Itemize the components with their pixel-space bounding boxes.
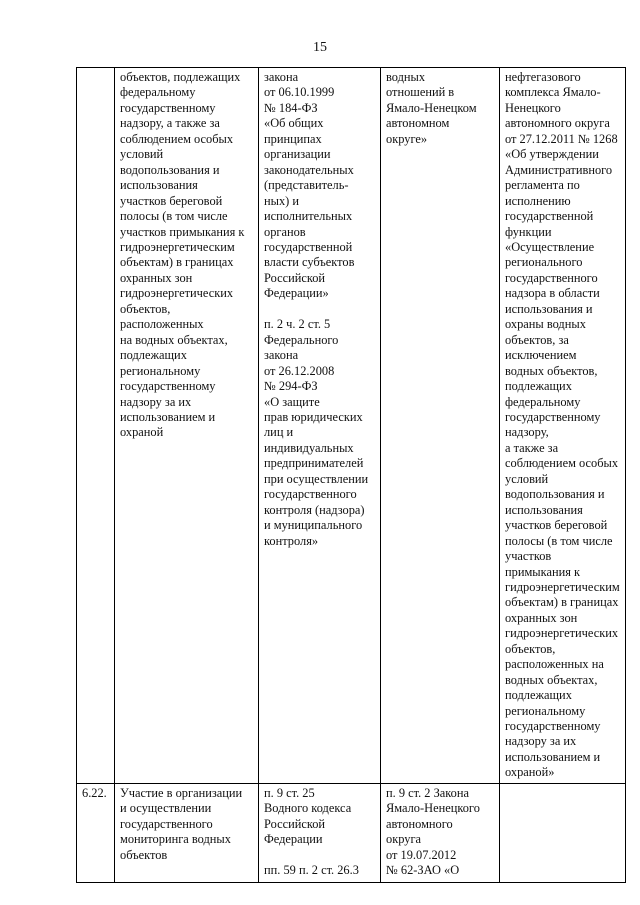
row-number-cell xyxy=(77,68,115,784)
row-number-cell: 6.22. xyxy=(77,783,115,882)
legal-table xyxy=(76,67,626,883)
activity-cell: Участие в организации и осуществлении государственного мониторинга водных объектов xyxy=(115,783,259,882)
activity-cell: объектов, подлежащих федеральному государственному надзору, а также за соблюдением особых условий водопользования и использования участков береговой полосы (в том числе участков примыкания к гидроэнергетическим объектам) в границах охранных зон гидроэнергетических объектов, расположенных на водных объектах, подлежащих региональному государственному надзору за их использованием и охраной xyxy=(115,68,259,784)
regional-basis-cell: п. 9 ст. 2 Закона Ямало-Ненецкого автономного округа от 19.07.2012 № 62-ЗАО «О xyxy=(381,783,500,882)
page-number: 15 xyxy=(313,40,327,55)
regulation-cell: нефтегазового комплекса Ямало- Ненецкого автономного округа от 27.12.2011 № 1268 «Об утверждении Административного регламента по исполнению государственной функции «Осуществление регионального государственного надзора в области использования и охраны водных объектов, за исключением водных объектов, подлежащих федеральному государственному надзору, а также за соблюдением особых условий водопользования и использования участков береговой полосы (в том числе участков примыкания к гидроэнергетическим объектам) в границах охранных зон гидроэнергетических объектов, расположенных на водных объектах, подлежащих региональному государственному надзору за их использованием и охраной» xyxy=(500,68,626,784)
regulation-cell xyxy=(500,783,626,882)
table-row xyxy=(77,68,626,784)
table-row xyxy=(77,783,626,882)
regional-basis-cell: водных отношений в Ямало-Ненецком автономном округе» xyxy=(381,68,500,784)
federal-basis-cell: закона от 06.10.1999 № 184-ФЗ «Об общих принципах организации законодательных (представитель- ных) и исполнительных органов государственной власти субъектов Российской Федерации» п. 2 ч. 2 ст. 5 Федерального закона от 26.12.2008 № 294-ФЗ «О защите прав юридических лиц и индивидуальных предпринимателей при осуществлении государственного контроля (надзора) и муниципального контроля» xyxy=(259,68,381,784)
federal-basis-cell: п. 9 ст. 25 Водного кодекса Российской Федерации пп. 59 п. 2 ст. 26.3 xyxy=(259,783,381,882)
